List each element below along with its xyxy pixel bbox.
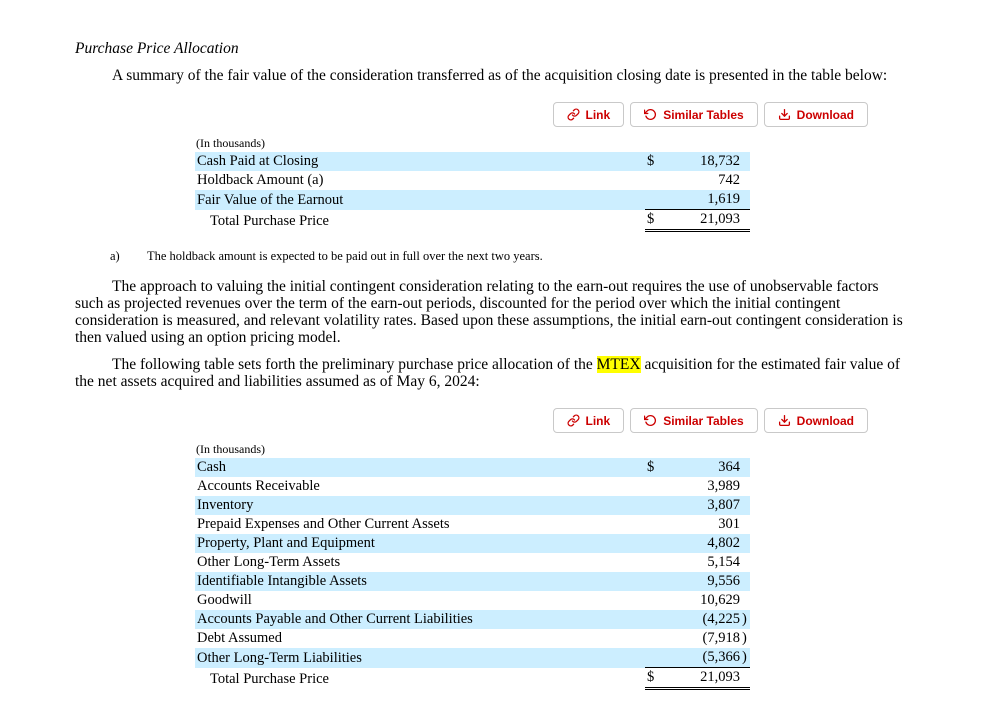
- row-paren: [742, 515, 750, 534]
- row-value: 301: [718, 516, 740, 532]
- table-row: [195, 477, 750, 496]
- row-value: 21,093: [667, 668, 742, 689]
- row-currency: [645, 496, 667, 515]
- table-row: [195, 152, 750, 171]
- table-row: [195, 572, 750, 591]
- units-row: [195, 135, 750, 152]
- row-currency: [645, 190, 667, 210]
- row-currency: [645, 629, 667, 648]
- row-paren: [742, 591, 750, 610]
- row-paren: [742, 668, 750, 689]
- intro-paragraph: A summary of the fair value of the consideration transferred as of the acquisition closing date is presented in the table below:: [112, 67, 888, 84]
- row-value: (4,225: [667, 610, 742, 629]
- footnote-a: [75, 249, 905, 264]
- history-icon: [644, 108, 657, 121]
- row-currency: $: [645, 152, 667, 171]
- table-row: [195, 190, 750, 210]
- table-row: [195, 496, 750, 515]
- link-icon: [567, 414, 580, 427]
- row-paren: ): [742, 630, 747, 646]
- row-currency: [645, 553, 667, 572]
- similar-tables-button-label: Similar Tables: [663, 107, 744, 122]
- row-paren: [742, 190, 750, 210]
- units-label: (In thousands): [195, 441, 750, 458]
- download-button[interactable]: [764, 408, 868, 433]
- similar-tables-button-label: Similar Tables: [663, 413, 744, 428]
- row-label: Inventory: [195, 496, 645, 515]
- row-value: 4,802: [667, 534, 742, 553]
- similar-tables-button[interactable]: [630, 102, 757, 127]
- row-value: 742: [718, 172, 740, 188]
- row-currency: [645, 534, 667, 553]
- row-value: 1,619: [667, 190, 742, 210]
- download-icon: [778, 414, 791, 427]
- row-value: 5,154: [707, 554, 740, 570]
- download-button-label: Download: [796, 413, 854, 428]
- row-label: Other Long-Term Liabilities: [195, 648, 645, 668]
- download-button-label: Download: [796, 107, 854, 122]
- row-label: Debt Assumed: [197, 630, 282, 646]
- allocation-text-after: acquisition for the estimated fair value of the net assets acquired and liabilities assumed as of May 6, 2024:: [75, 356, 901, 390]
- consideration-table: [195, 135, 750, 232]
- row-label: Prepaid Expenses and Other Current Assets: [197, 516, 450, 532]
- row-value: 9,556: [667, 572, 742, 591]
- allocation-text-before: The following table sets forth the preliminary purchase price allocation of the: [112, 356, 597, 373]
- row-currency: [645, 591, 667, 610]
- link-button-label: Link: [585, 107, 611, 122]
- table-row: [195, 553, 750, 572]
- table-row: [195, 610, 750, 629]
- row-currency: [645, 171, 667, 190]
- allocation-table: [195, 441, 750, 690]
- row-value: (7,918: [702, 630, 740, 646]
- row-paren: [742, 496, 750, 515]
- row-currency: [645, 610, 667, 629]
- link-button[interactable]: [553, 408, 625, 433]
- download-button[interactable]: [764, 102, 868, 127]
- row-label: Accounts Payable and Other Current Liabilities: [195, 610, 645, 629]
- consideration-table-toolbar: [75, 102, 868, 127]
- row-paren: [742, 477, 750, 496]
- row-currency: $: [645, 668, 667, 689]
- footnote-marker: a): [110, 249, 120, 263]
- total-row: [195, 210, 750, 231]
- link-button-label: Link: [585, 413, 611, 428]
- table-row: [195, 534, 750, 553]
- table-row: [195, 591, 750, 610]
- row-paren: [742, 458, 750, 477]
- similar-tables-button[interactable]: [630, 408, 757, 433]
- row-label: Other Long-Term Assets: [197, 554, 341, 570]
- row-paren: [742, 171, 750, 190]
- section-title: Purchase Price Allocation: [75, 40, 239, 57]
- row-value: 21,093: [667, 210, 742, 231]
- row-paren: [742, 210, 750, 231]
- row-label: Holdback Amount (a): [197, 172, 324, 188]
- row-label: Property, Plant and Equipment: [195, 534, 645, 553]
- valuation-paragraph: The approach to valuing the initial contingent consideration relating to the earn-out requires the use of unobservable factors such as projected revenues over the term of the earn-out periods, discounted for the period over which the initial contingent consideration is measured, and relevant volatility rates. Based upon these assumptions, the initial earn-out contingent consideration is then valued using an option pricing model.: [75, 278, 903, 346]
- row-currency: [645, 572, 667, 591]
- table-row: [195, 515, 750, 534]
- row-value: 3,989: [707, 478, 740, 494]
- table-row: [195, 171, 750, 190]
- table-row: [195, 648, 750, 668]
- units-label: (In thousands): [195, 135, 750, 152]
- row-label: Goodwill: [197, 592, 252, 608]
- row-currency: [645, 477, 667, 496]
- link-icon: [567, 108, 580, 121]
- row-currency: [645, 648, 667, 668]
- table-row: [195, 458, 750, 477]
- row-label: Identifiable Intangible Assets: [195, 572, 645, 591]
- row-value: 10,629: [700, 592, 740, 608]
- row-label: Total Purchase Price: [210, 212, 329, 229]
- row-label: Fair Value of the Earnout: [195, 190, 645, 210]
- row-label: Accounts Receivable: [197, 478, 320, 494]
- units-row: [195, 441, 750, 458]
- row-currency: [645, 515, 667, 534]
- allocation-table-toolbar: [75, 408, 868, 433]
- row-label: Cash Paid at Closing: [195, 152, 645, 171]
- row-currency: $: [645, 458, 667, 477]
- row-value: 364: [667, 458, 742, 477]
- row-paren: ): [742, 648, 750, 668]
- row-value: 3,807: [667, 496, 742, 515]
- row-paren: [742, 534, 750, 553]
- link-button[interactable]: [553, 102, 625, 127]
- row-label: Cash: [195, 458, 645, 477]
- row-value: (5,366: [667, 648, 742, 668]
- row-paren: ): [742, 610, 750, 629]
- total-row: [195, 668, 750, 689]
- history-icon: [644, 414, 657, 427]
- row-label: Total Purchase Price: [210, 670, 329, 687]
- footnote-text: The holdback amount is expected to be paid out in full over the next two years.: [147, 249, 543, 263]
- row-paren: [742, 572, 750, 591]
- allocation-paragraph: [75, 356, 905, 390]
- row-value: 18,732: [667, 152, 742, 171]
- row-paren: [742, 152, 750, 171]
- highlighted-term: MTEX: [596, 356, 641, 373]
- row-currency: $: [645, 210, 667, 231]
- row-paren: [742, 553, 750, 572]
- table-row: [195, 629, 750, 648]
- download-icon: [778, 108, 791, 121]
